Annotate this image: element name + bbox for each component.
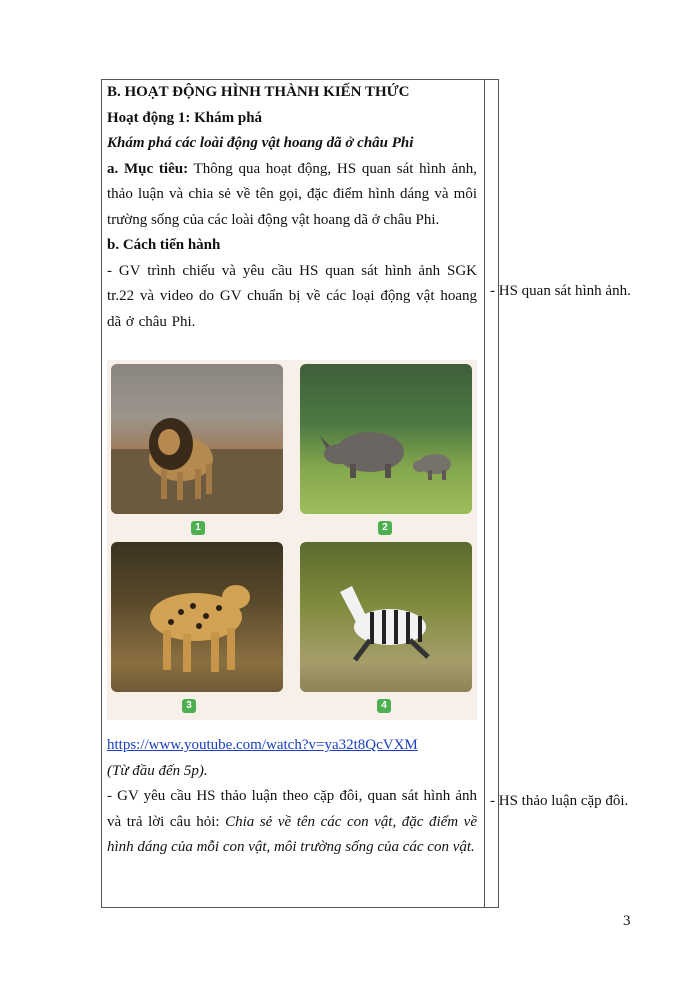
rhino-photo [300,364,472,514]
page-number: 3 [623,913,631,929]
teacher-column [107,80,477,335]
teacher-column-lower [107,733,477,861]
figure-label-1: 1 [191,521,205,535]
student-note-1: - HS quan sát hình ảnh. [490,283,631,299]
student-note-2: - HS thảo luận cặp đôi. [490,793,629,809]
lion-photo [111,364,283,514]
zebra-icon [300,542,472,692]
procedure-step-2-text: - GV yêu cầu HS thảo luận theo cặp đôi, quan sát hình ảnh và trả lời câu hỏi: [107,788,477,830]
lion-icon [111,364,283,514]
leopard-icon [111,542,283,692]
zebra-photo [300,542,472,692]
video-link[interactable]: https://www.youtube.com/watch?v=ya32t8QcVXM [107,737,418,753]
objective-label: a. Mục tiêu: [107,160,189,177]
procedure-step-1: - GV trình chiếu và yêu cầu HS quan sát hình ảnh SGK tr.22 và video do GV chuẩn bị về các loại động vật hoang dã ở châu Phi. [107,262,477,330]
rhino-icon [300,364,472,514]
procedure-step-2 [107,784,477,861]
animal-figure [107,360,477,720]
objective-text: Thông qua hoạt động, HS quan sát hình ảnh, thảo luận và chia sẻ về tên gọi, đặc điểm hình dáng và môi trường sống của các loài động vật hoang dã ở châu Phi. [107,160,477,228]
figure-label-4: 4 [377,699,391,713]
video-link-note: (Từ đầu đến 5p). [107,762,208,779]
video-link-paragraph [107,733,477,759]
activity-title: Hoạt động 1: Khám phá [107,109,263,126]
objective-paragraph [107,157,477,234]
section-heading: B. HOẠT ĐỘNG HÌNH THÀNH KIẾN THỨC [107,84,410,100]
activity-subtitle: Khám phá các loài động vật hoang dã ở châu Phi [107,135,414,151]
procedure-step-2-question: Chia sẻ về tên các con vật, đặc điểm về hình dáng của mỗi con vật, môi trường sống của các con vật. [107,813,477,855]
figure-label-3: 3 [182,699,196,713]
leopard-photo [111,542,283,692]
figure-label-2: 2 [378,521,392,535]
procedure-label: b. Cách tiến hành [107,237,221,253]
